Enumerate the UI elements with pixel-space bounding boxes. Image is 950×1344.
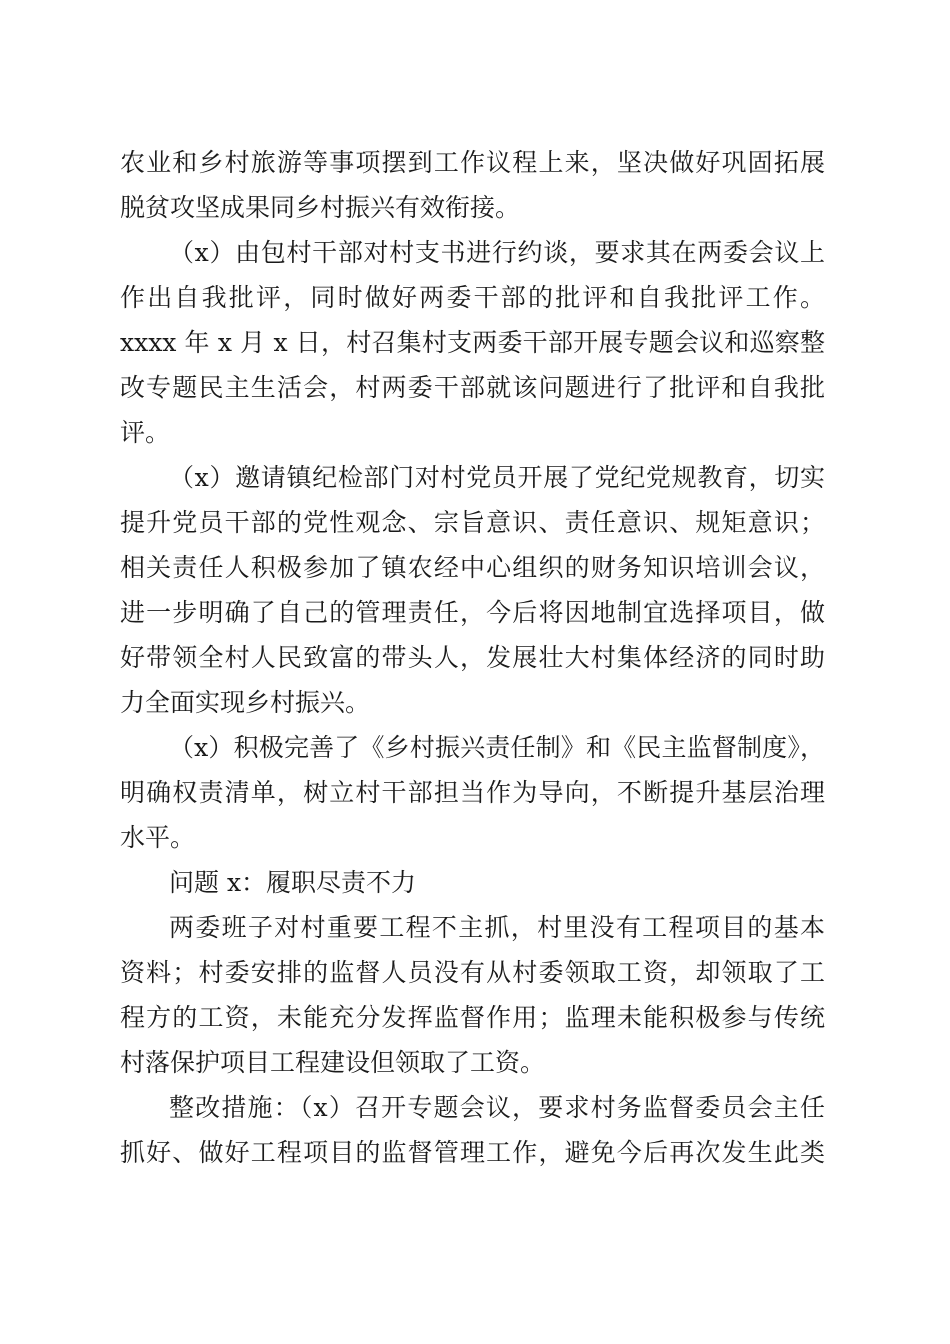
paragraph-start-line: （x）由包村干部对村支书进行约谈，要求其在两委会议上 (169, 238, 825, 267)
text-line: 资料；村委安排的监督人员没有从村委领取工资，却领取了工 (120, 958, 825, 987)
paragraph-start-line: （x）积极完善了《乡村振兴责任制》和《民主监督制度》， (169, 733, 825, 762)
text-line: 力全面实现乡村振兴。 (120, 688, 371, 717)
text-line: 作出自我批评，同时做好两委干部的批评和自我批评工作。 (120, 283, 825, 312)
text-line: 水平。 (120, 823, 196, 852)
text-line: 评。 (120, 418, 171, 447)
text-line: 抓好、做好工程项目的监督管理工作，避免今后再次发生此类 (120, 1138, 825, 1167)
text-line: 提升党员干部的党性观念、宗旨意识、责任意识、规矩意识； (120, 508, 825, 537)
text-line: 明确权责清单，树立村干部担当作为导向，不断提升基层治理 (120, 778, 825, 807)
text-line: 改专题民主生活会，村两委干部就该问题进行了批评和自我批 (120, 373, 825, 402)
text-line: 脱贫攻坚成果同乡村振兴有效衔接。 (120, 193, 521, 222)
paragraph-start-line: （x）邀请镇纪检部门对村党员开展了党纪党规教育，切实 (169, 463, 825, 492)
paragraph-start-line: 整改措施：（x）召开专题会议，要求村务监督委员会主任 (169, 1093, 825, 1122)
text-line: 程方的工资，未能充分发挥监督作用；监理未能积极参与传统 (120, 1003, 825, 1032)
text-line: 进一步明确了自己的管理责任，今后将因地制宜选择项目，做 (120, 598, 825, 627)
text-line: 村落保护项目工程建设但领取了工资。 (120, 1048, 546, 1077)
text-line: 好带领全村人民致富的带头人，发展壮大村集体经济的同时助 (120, 643, 825, 672)
paragraph-start-line: 两委班子对村重要工程不主抓，村里没有工程项目的基本 (169, 913, 825, 942)
text-line: 相关责任人积极参加了镇农经中心组织的财务知识培训会议， (120, 553, 825, 582)
section-heading: 问题 x：履职尽责不力 (169, 868, 417, 897)
text-line: xxxx 年 x 月 x 日，村召集村支两委干部开展专题会议和巡察整 (120, 328, 825, 357)
text-line: 农业和乡村旅游等事项摆到工作议程上来，坚决做好巩固拓展 (120, 148, 825, 177)
